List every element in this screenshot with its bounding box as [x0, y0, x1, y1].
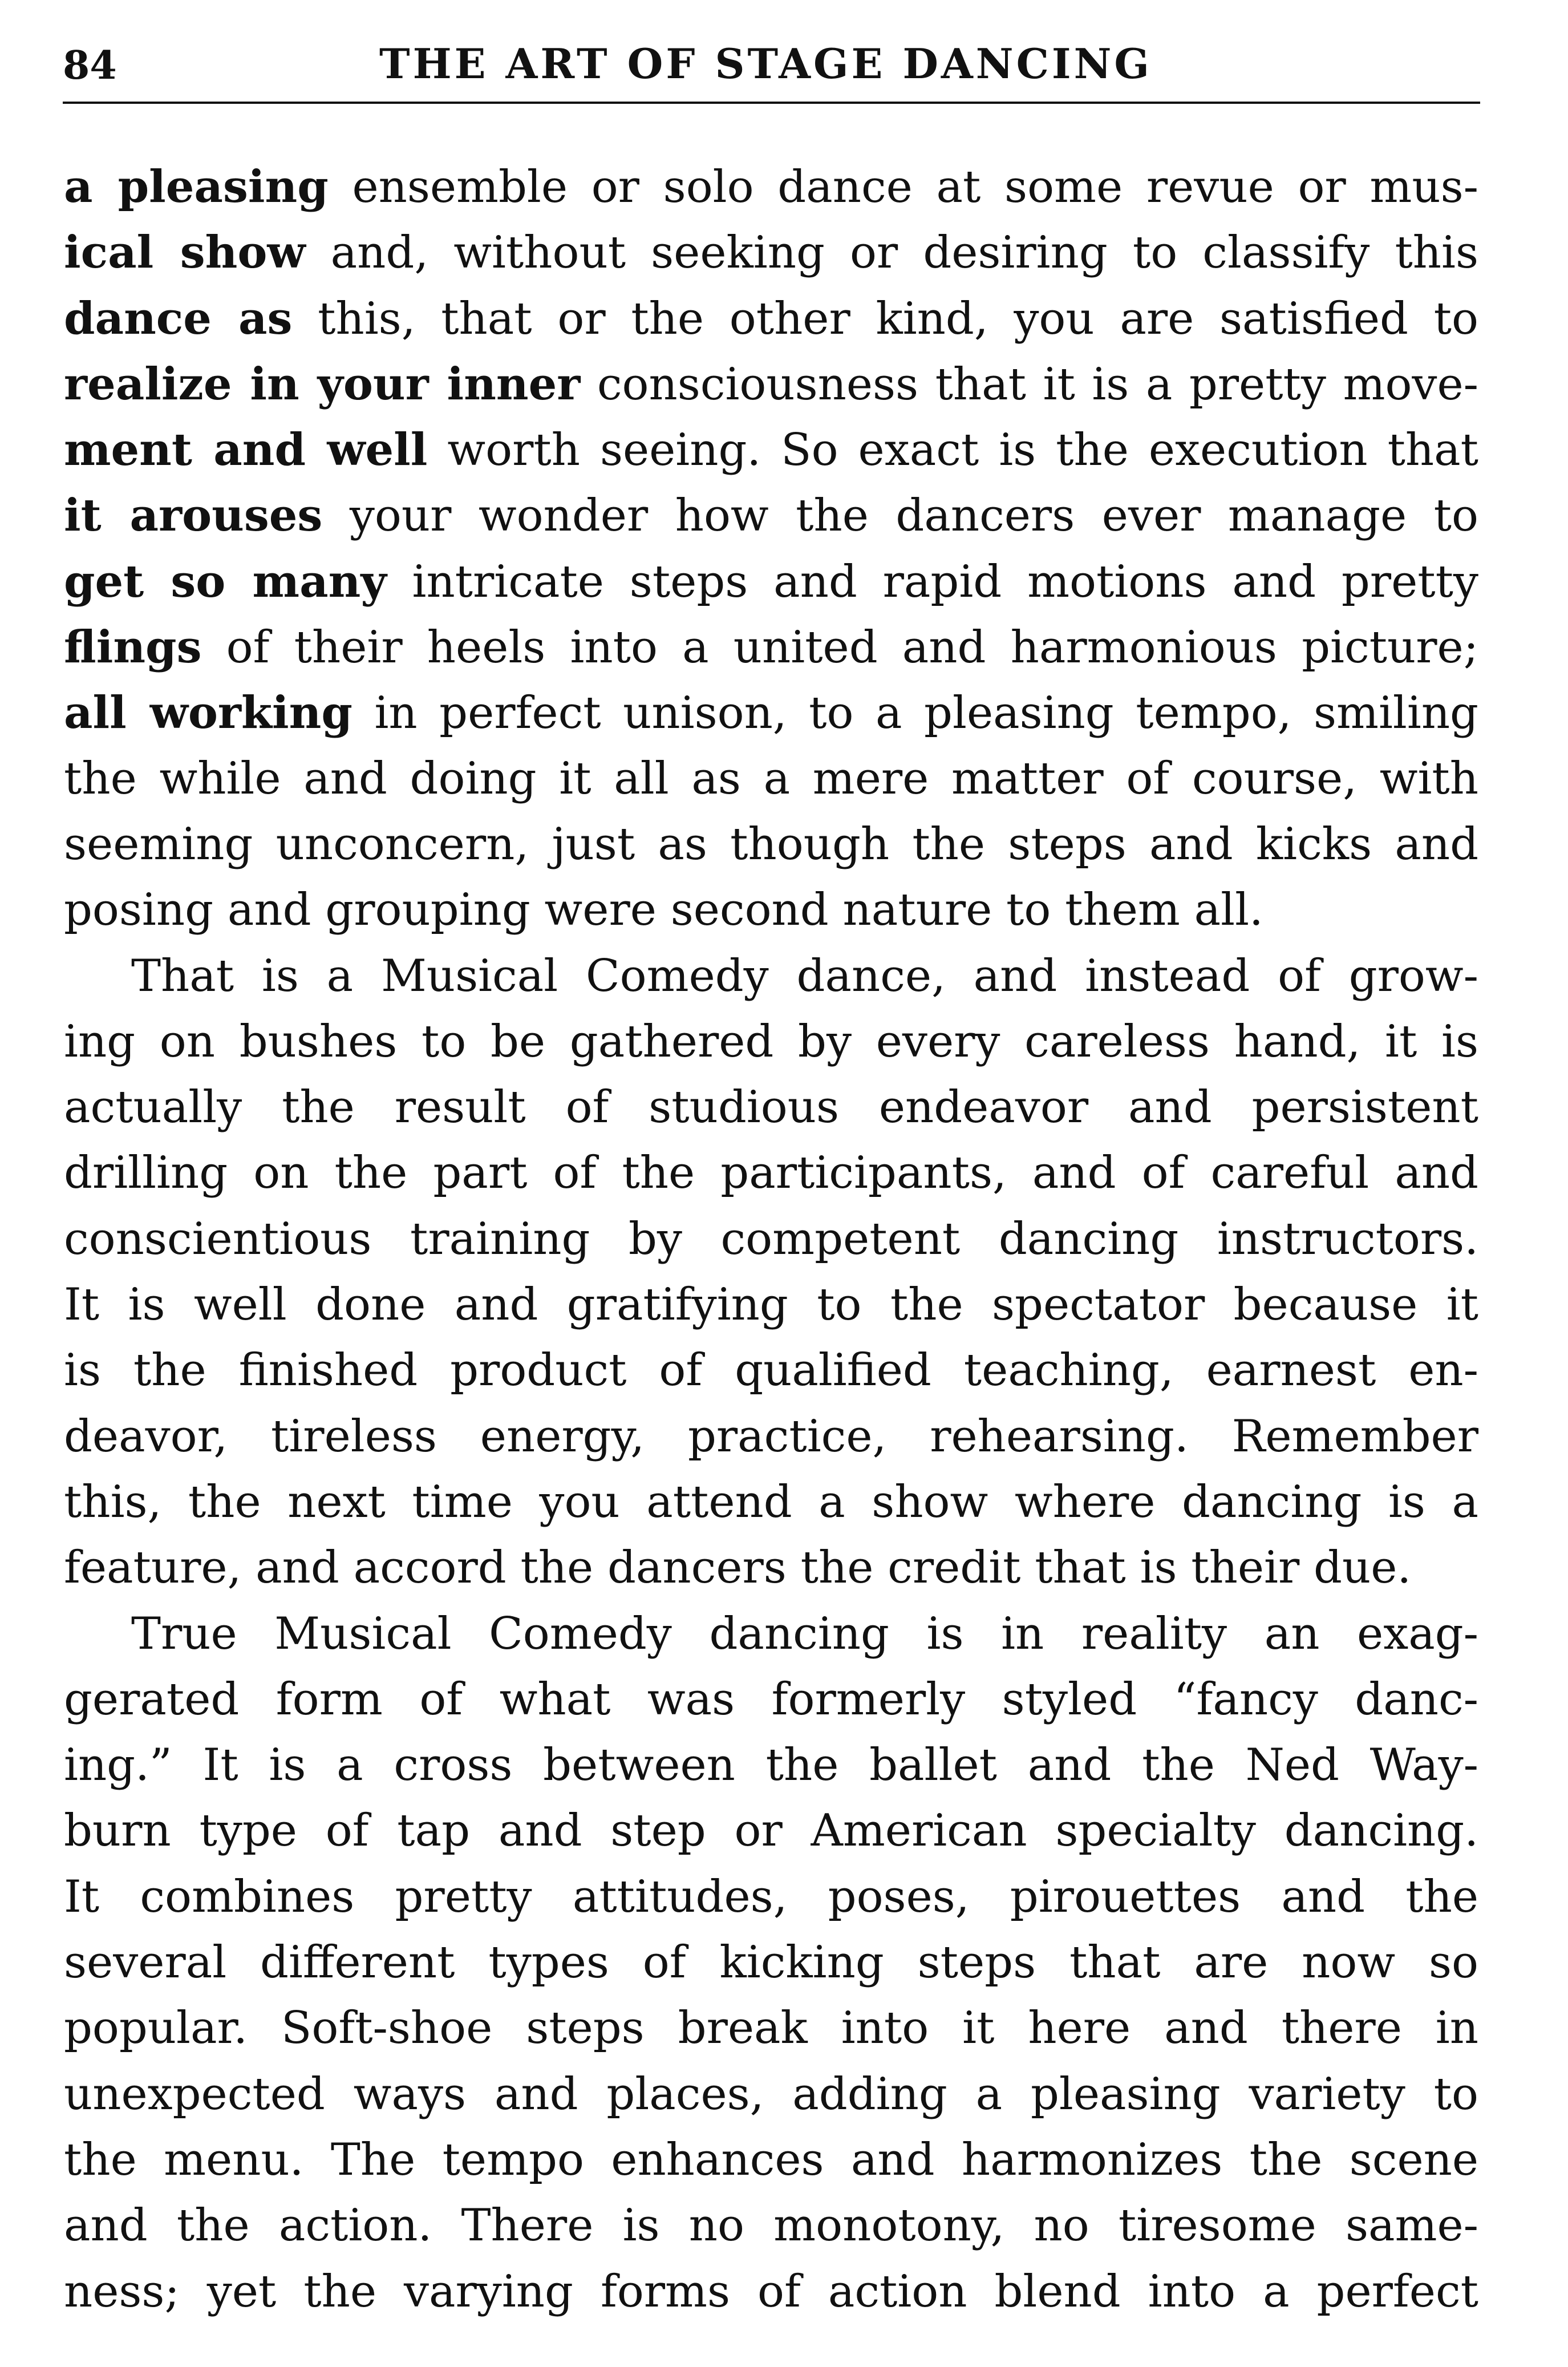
text-line: It is well done and gratifying to the spectator because it — [64, 1279, 1478, 1331]
text-line: actually the result of studious endeavor and persistent — [64, 1082, 1478, 1134]
text-line: several different types of kicking steps that are now so — [64, 1937, 1478, 1989]
paragraph-2 — [64, 944, 1478, 1601]
paragraph-3 — [64, 1601, 1478, 2325]
lead-in-text: all working — [64, 687, 353, 739]
text-line: get so many intricate steps and rapid motions and pretty — [64, 555, 1478, 608]
text-line: ment and well worth seeing. So exact is the execution that — [64, 424, 1478, 476]
lead-in-text: get so many — [64, 555, 387, 608]
text-line: posing and grouping were second nature to them all. — [64, 884, 1263, 936]
text-line: That is a Musical Comedy dance, and instead of grow- — [131, 950, 1478, 1002]
text-line: True Musical Comedy dancing is in reality an exag- — [131, 1608, 1478, 1660]
lead-in-text: flings — [64, 621, 202, 674]
text-line: is the finished product of qualified teaching, earnest en- — [64, 1345, 1478, 1397]
text-line: ness; yet the varying forms of action blend into a perfect — [64, 2265, 1478, 2317]
running-head — [63, 31, 1477, 100]
text-line: It combines pretty attitudes, poses, pirouettes and the — [64, 1871, 1478, 1923]
lead-in-text: ment and well — [64, 424, 428, 476]
text-line: seeming unconcern, just as though the steps and kicks and — [64, 818, 1478, 870]
text-line: unexpected ways and places, adding a pleasing variety to — [64, 2068, 1478, 2120]
text-line: a pleasing ensemble or solo dance at some revue or mus- — [64, 161, 1478, 213]
lead-in-text: a pleasing — [64, 161, 329, 213]
lead-in-text: dance as — [64, 292, 293, 345]
text-line: ing.” It is a cross between the ballet and the Ned Way- — [64, 1739, 1478, 1791]
page-number: 84 — [63, 43, 117, 88]
text-line: it arouses your wonder how the dancers ever manage to — [64, 489, 1478, 542]
text-line: drilling on the part of the participants, and of careful and — [64, 1147, 1478, 1199]
text-line: gerated form of what was formerly styled “fancy danc- — [64, 1673, 1478, 1725]
body-text — [64, 154, 1478, 2325]
text-line: conscientious training by competent dancing instructors. — [64, 1213, 1478, 1265]
lead-in-text: realize in your inner — [64, 358, 581, 410]
text-line: ical show and, without seeking or desiring to classify this — [64, 226, 1478, 279]
text-line: burn type of tap and step or American specialty dancing. — [64, 1805, 1478, 1857]
text-line: all working in perfect unison, to a pleasing tempo, smiling — [64, 687, 1478, 739]
lead-in-text: it arouses — [64, 489, 323, 542]
running-title: THE ART OF STAGE DANCING — [379, 39, 1152, 88]
paragraph-1 — [64, 154, 1478, 944]
text-line: this, the next time you attend a show where dancing is a — [64, 1476, 1478, 1528]
text-line: flings of their heels into a united and harmonious picture; — [64, 621, 1478, 674]
text-line: the while and doing it all as a mere matter of course, with — [64, 752, 1478, 804]
lead-in-text: ical show — [64, 226, 306, 279]
text-line: ing on bushes to be gathered by every careless hand, it is — [64, 1015, 1478, 1067]
text-line: and the action. There is no monotony, no tiresome same- — [64, 2200, 1478, 2252]
text-line: realize in your inner consciousness that it is a pretty move- — [64, 358, 1478, 410]
text-line: the menu. The tempo enhances and harmonizes the scene — [64, 2134, 1478, 2186]
header-rule — [63, 102, 1480, 104]
text-line: dance as this, that or the other kind, you are satisfied to — [64, 292, 1478, 345]
text-line: popular. Soft-shoe steps break into it here and there in — [64, 2002, 1478, 2054]
text-line: feature, and accord the dancers the credit that is their due. — [64, 1542, 1412, 1594]
text-line: deavor, tireless energy, practice, rehearsing. Remember — [64, 1410, 1478, 1462]
